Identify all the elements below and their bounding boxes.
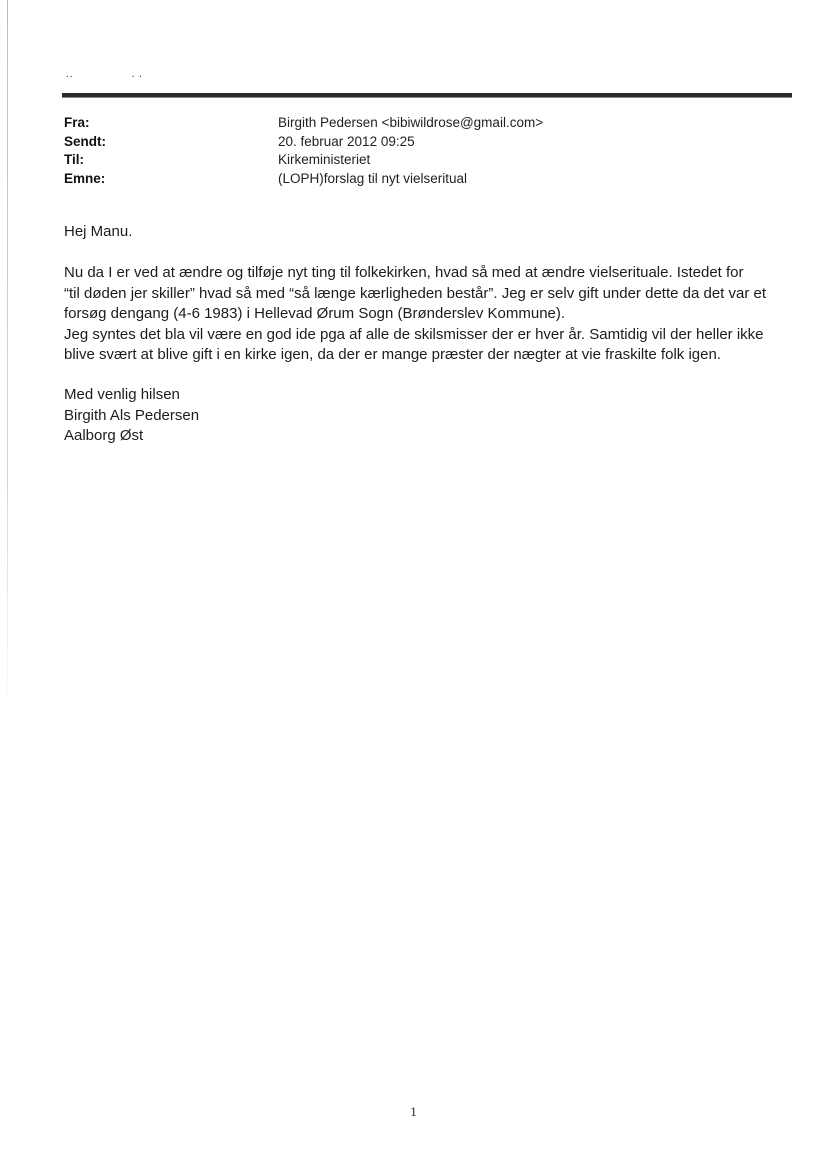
field-subject <box>64 170 784 189</box>
subject-value: (LOPH)forslag til nyt vielseritual <box>278 170 468 186</box>
body-line: “til døden jer skiller” hvad så med “så længe kærligheden består”. Jeg er selv gift under dette da det var et <box>64 284 767 302</box>
header-divider <box>62 93 792 98</box>
field-sent <box>64 133 784 152</box>
header-mark-left: .. <box>66 69 74 80</box>
body-line: Jeg syntes det bla vil være en god ide pga af alle de skilsmisser der er hver år. Samtidig vil der heller ikke <box>64 325 764 343</box>
sender-value: Birgith Pedersen <bibiwildrose@gmail.com> <box>278 115 544 130</box>
sent-date-value: 20. februar 2012 09:25 <box>278 133 415 149</box>
recipient-value: Kirkeministeriet <box>278 152 371 167</box>
page-number: 1 <box>410 1104 417 1119</box>
header-mark-right: . . <box>131 69 143 80</box>
field-to <box>64 151 784 170</box>
body-line: blive svært at blive gift i en kirke igen, da der er mange præster der nægter at vie fraskilte folk igen. <box>64 346 721 363</box>
field-label: Emne: <box>64 170 106 186</box>
field-from <box>64 114 784 133</box>
body-line: forsøg dengang (4-6 1983) i Hellevad Ørum Sogn (Brønderslev Kommune). <box>64 305 566 322</box>
body-line: Nu da I er ved at ændre og tilføje nyt ting til folkekirken, hvad så med at ændre vielserituale. Istedet for <box>64 264 744 281</box>
signature-closing: Med venlig hilsen <box>64 386 180 403</box>
email-body <box>64 263 794 366</box>
email-greeting: Hej Manu. <box>64 223 133 240</box>
signature-location: Aalborg Øst <box>64 427 144 444</box>
field-label: Fra: <box>64 115 90 130</box>
signature-name: Birgith Als Pedersen <box>64 406 200 424</box>
header-marks <box>66 69 143 80</box>
scan-edge-line <box>7 0 8 720</box>
email-header-fields <box>64 114 784 188</box>
field-label: Sendt: <box>64 133 106 149</box>
email-signature <box>64 385 794 447</box>
field-label: Til: <box>64 152 84 167</box>
